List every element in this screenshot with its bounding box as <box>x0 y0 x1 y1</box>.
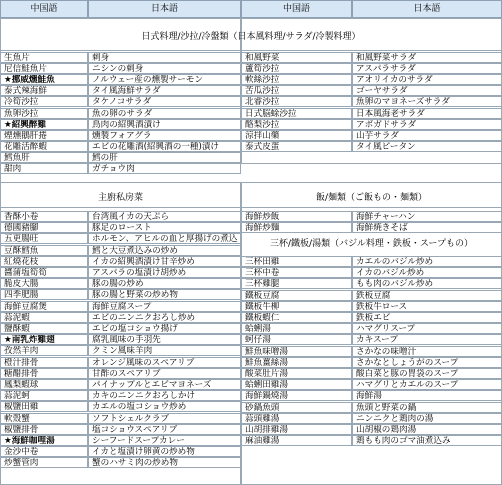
right-rice-row-ja: 海鮮焼きそば <box>352 222 502 233</box>
left-main-row-zh: 糖醋排骨 <box>0 368 88 379</box>
right-top-row-ja: 日本風海老サラダ <box>352 108 502 119</box>
left-main-row-ja: カキのニンニクおろしかけ <box>88 390 241 401</box>
left-main-row-zh: 鳳梨蝦球 <box>0 379 88 390</box>
right-basil-row-ja: ハマグリスープ <box>352 323 502 334</box>
right-basil-row-zh: 海鮮鍋燒湯 <box>241 390 352 401</box>
right-basil-row-zh: 鐵板牛柳 <box>241 301 352 312</box>
right-basil-row-zh: 三杯中卷 <box>241 267 352 278</box>
left-top-row-zh: 煙燻鵝肝捲 <box>0 130 88 141</box>
left-main-row-ja: 豚の腸の炒め <box>88 278 241 289</box>
left-main-row-ja: 甘酢のスペアリブ <box>88 368 241 379</box>
right-basil-row-ja: もも肉のバジル炒め <box>352 278 502 289</box>
right-basil-row-zh: 鐵板豆腐 <box>241 290 352 301</box>
right-basil-row-zh: 山胡排雞湯 <box>241 424 352 435</box>
left-top-row-zh: 泰式辣海鮮 <box>0 85 88 96</box>
right-basil-row-ja: カキスープ <box>352 334 502 345</box>
left-main-row-zh: 孜然羊肉 <box>0 345 88 356</box>
left-main-row-ja: エビのニンニクおろし炒め <box>88 312 241 323</box>
left-main-row-zh: 紅燒花枝 <box>0 256 88 267</box>
right-basil-row-ja: カエルのバジル炒め <box>352 256 502 267</box>
left-top-row-ja: 刺身 <box>88 52 241 63</box>
right-basil-row-zh: 蒜頭雞湯 <box>241 413 352 424</box>
right-basil-row-ja: 海鮮湯 <box>352 390 502 401</box>
left-main-row-zh: 四季肥腸 <box>0 289 88 300</box>
left-main-row-zh: 五更腸旺 <box>0 233 88 244</box>
left-top-row-zh: 尼信鮭魚片 <box>0 63 88 74</box>
right-top-row-ja: タイ風ピータン <box>352 141 502 152</box>
column-header: 中国語 <box>0 0 88 18</box>
column-header: 日本語 <box>352 0 502 18</box>
left-main-row-zh: 豆酥鱈魚 <box>0 245 88 256</box>
left-main-row-ja: パイナップルとエビマヨネーズ <box>88 379 241 390</box>
right-top-row-ja: 和風野菜サラダ <box>352 52 502 63</box>
right-basil-row-ja: 鉄板牛ロース <box>352 301 502 312</box>
left-main-row-zh: ★海鮮咖哩湯 <box>0 435 88 446</box>
left-main-row-zh: 香酥小卷 <box>0 211 88 222</box>
left-main-row-zh: 椒鹽田雞 <box>0 401 88 412</box>
left-top-row-ja: 鱈の肝 <box>88 152 241 163</box>
right-top-row-ja: 魚卵のマヨネーズサラダ <box>352 96 502 107</box>
right-basil-row-zh: 蚵仔湯 <box>241 334 352 345</box>
left-main-row-ja: 豚の腸と野菜の炒め物 <box>88 289 241 300</box>
right-top-row-ja: アボガドサラダ <box>352 119 502 130</box>
left-top-row-zh: ★挪威燻鮭魚 <box>0 74 88 85</box>
left-main-row-zh: 炒蟹管肉 <box>0 457 88 468</box>
left-main-row-ja: 海鮮豆腐スープ <box>88 301 241 312</box>
right-top-row-zh: 苦瓜沙拉 <box>241 85 352 96</box>
column-header: 中国語 <box>241 0 352 18</box>
left-main-row-zh: 海鮮豆腐煲 <box>0 301 88 312</box>
left-main-row-ja: ホルモン、アヒルの血と厚揚げの煮込 <box>88 233 241 244</box>
left-top-row-zh: 花雕活醉蝦 <box>0 141 88 152</box>
right-basil-row-ja: 鉄板エビ <box>352 312 502 323</box>
left-top-row-zh: ★紹興醉雞 <box>0 119 88 130</box>
right-basil-row-zh: 蛤蜊湯 <box>241 323 352 334</box>
right-rice-row-zh: 海鮮炒飯 <box>241 211 352 222</box>
right-basil-row-ja: 魚頭と野菜の鍋 <box>352 402 502 413</box>
right-top-row-zh: 蘆筍沙拉 <box>241 63 352 74</box>
right-basil-row-ja: イカのバジル炒め <box>352 267 502 278</box>
left-main-row-ja: 腐乳風味の手羽先 <box>88 334 241 345</box>
left-main-row-zh: 軟殼蟹 <box>0 413 88 424</box>
right-top-row-zh: 和風野菜 <box>241 52 352 63</box>
left-main-row-zh: 橙汁排骨 <box>0 357 88 368</box>
right-basil-row-ja: さかなとしょうがのスープ <box>352 357 502 368</box>
left-top-row-zh: 甜肉 <box>0 163 88 174</box>
left-top-row-ja: 魚の卵のサラダ <box>88 108 241 119</box>
left-top-row-ja: タイ風海鮮サラダ <box>88 85 241 96</box>
right-top-row-ja: アスパラサラダ <box>352 63 502 74</box>
right-basil-row-ja: 鶏もも肉のゴマ油煮込み <box>352 435 502 446</box>
right-top-row-zh: 北睿沙拉 <box>241 96 352 107</box>
right-basil-row-zh: 麻油雞湯 <box>241 435 352 446</box>
left-main-row-ja: アスパラの塩漬け胡炒め <box>88 267 241 278</box>
left-main-row-ja: クミン風味羊肉 <box>88 345 241 356</box>
left-main-row-zh: 金沙中卷 <box>0 446 88 457</box>
section-title-basil: 三杯/鐵板/湯類（バジル料理・鉄板・スープもの） <box>270 239 473 249</box>
right-basil-row-zh: 三杯田雞 <box>241 256 352 267</box>
left-top-row-zh: 冷筍沙拉 <box>0 96 88 107</box>
left-top-row-ja: ノルウェー産の燻製サーモン <box>88 74 241 85</box>
left-main-row-zh: ★南乳炸雞翅 <box>0 334 88 345</box>
right-rice-row-ja: 海鮮チャーハン <box>352 211 502 222</box>
right-basil-row-zh: 蛤蜊田雞湯 <box>241 379 352 390</box>
section-title-japanese: 日式料理/沙拉/冷盤類（日本風料理/サラダ/冷製料理） <box>141 32 361 42</box>
left-main-row-ja: イカと塩漬け卵黄の炒め物 <box>88 446 241 457</box>
left-top-row-ja: ニシンの刺身 <box>88 63 241 74</box>
right-top-row-zh: 涼拌山藥 <box>241 130 352 141</box>
right-basil-row-ja: 鉄板豆腐 <box>352 290 502 301</box>
right-top-row-ja: ゴーヤサラダ <box>352 85 502 96</box>
left-main-row-ja: カエルの塩コショウ炒め <box>88 401 241 412</box>
section-title-rice: 飯/麺類（ご飯もの・麺類） <box>315 193 428 203</box>
left-main-row-ja: 塩コショウスペアリブ <box>88 424 241 435</box>
right-top-row-zh: 軟絲沙拉 <box>241 74 352 85</box>
right-basil-row-zh: 鐵板蝦仁 <box>241 312 352 323</box>
right-basil-row-ja: 酸白菜と豚の胃袋のスープ <box>352 368 502 379</box>
right-basil-row-zh: 三杯雞腿 <box>241 278 352 289</box>
left-top-row-ja: ガチョウ肉 <box>88 163 241 174</box>
left-main-row-ja: ソフトシェルクラブ <box>88 413 241 424</box>
right-top-row-zh: 泰式皮蛋 <box>241 141 352 152</box>
right-basil-row-ja: ニンニクと鶏肉の湯 <box>352 413 502 424</box>
left-main-row-ja: シーフードスープカレー <box>88 435 241 446</box>
left-main-row-ja: オレンジ風味のスペアリブ <box>88 357 241 368</box>
right-basil-row-ja: ハマグリとカエルのスープ <box>352 379 502 390</box>
left-main-row-zh: 椒鹽排骨 <box>0 424 88 435</box>
column-header: 日本語 <box>88 0 241 18</box>
left-top-row-zh: 魚卵沙拉 <box>0 108 88 119</box>
right-basil-row-zh: 砂鍋魚頭 <box>241 402 352 413</box>
right-top-row-zh: 酪梨沙拉 <box>241 119 352 130</box>
left-main-row-ja: 蟹のハサミ肉の炒め物 <box>88 457 241 468</box>
left-top-row-ja: タケノコサラダ <box>88 96 241 107</box>
left-main-row-zh: 醬蒲塩筍筍 <box>0 267 88 278</box>
left-top-row-ja: 鳥肉の紹興酒漬け <box>88 119 241 130</box>
left-main-row-zh: 蒜泥蝦 <box>0 312 88 323</box>
left-main-row-ja: エビの塩コショウ揚げ <box>88 323 241 334</box>
left-main-row-ja: 台湾風イカの天ぷら <box>88 211 241 222</box>
left-main-row-ja: イカの紹興酒漬け甘辛炒め <box>88 256 241 267</box>
left-top-row-ja: 燻製フォアグラ <box>88 130 241 141</box>
left-main-row-zh: 德國豬腳 <box>0 222 88 233</box>
right-basil-row-zh: 酸菜肚片湯 <box>241 368 352 379</box>
left-main-row-zh: 蒜泥蚵 <box>0 390 88 401</box>
left-main-row-zh: 脆皮大腸 <box>0 278 88 289</box>
left-top-row-zh: 鱈魚肝 <box>0 152 88 163</box>
right-basil-row-zh: 鮮魚薑絲湯 <box>241 357 352 368</box>
right-top-row-ja: 山芋サラダ <box>352 130 502 141</box>
right-basil-row-ja: 山胡椒の鶏肉湯 <box>352 424 502 435</box>
left-top-row-ja: エビの花雕酒(紹興酒の一種)漬け <box>88 141 241 152</box>
left-main-row-zh: 鹽酥蝦 <box>0 323 88 334</box>
right-top-row-ja: アオリイカのサラダ <box>352 74 502 85</box>
section-title-main: 主廚私房菜 <box>97 193 143 203</box>
left-top-row-zh: 生魚片 <box>0 52 88 63</box>
row-divider <box>0 50 502 51</box>
right-basil-row-zh: 鮮魚味噌湯 <box>241 346 352 357</box>
left-main-row-ja: 鱈と大豆煮込みの炒め <box>88 245 241 256</box>
left-main-row-ja: 豚足のロースト <box>88 222 241 233</box>
right-rice-row-zh: 海鮮炒麵 <box>241 222 352 233</box>
right-top-row-zh: 日式脳蜍沙拉 <box>241 108 352 119</box>
right-basil-row-ja: さかなの味噌汁 <box>352 346 502 357</box>
